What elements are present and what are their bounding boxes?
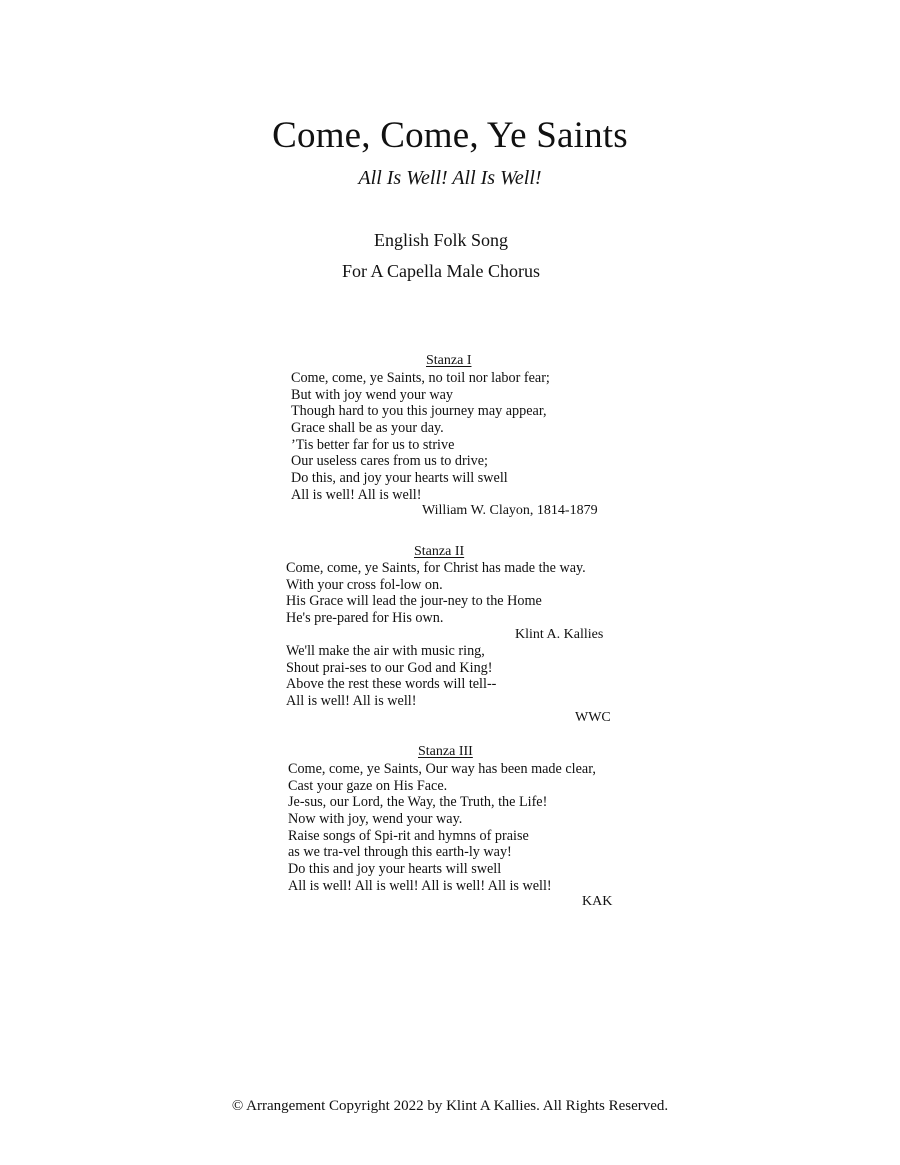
stanza-3-line: Raise songs of Spi-rit and hymns of praise xyxy=(288,827,529,844)
stanza-2-line: Come, come, ye Saints, for Christ has made the way. xyxy=(286,560,586,576)
stanza-3-attribution: KAK xyxy=(582,894,613,909)
stanza-2-line: We'll make the air with music ring, xyxy=(286,643,485,659)
stanza-2-line: All is well! All is well! xyxy=(286,693,417,710)
song-origin: English Folk Song xyxy=(373,230,509,250)
page-title: Come, Come, Ye Saints xyxy=(272,115,628,156)
stanza-1-line: Though hard to you this journey may appear, xyxy=(291,403,547,420)
stanza-1-line: Our useless cares from us to drive; xyxy=(291,453,488,470)
stanza-2-attribution-b: WWC xyxy=(575,710,611,725)
stanza-3-line: as we tra-vel through this earth-ly way! xyxy=(288,844,512,861)
page-subtitle: All Is Well! All Is Well! xyxy=(358,167,542,189)
stanza-1-lines xyxy=(291,370,550,504)
stanza-1-line: Come, come, ye Saints, no toil nor labor fear; xyxy=(291,370,550,386)
copyright-notice: © Arrangement Copyright 2022 by Klint A Kallies. All Rights Reserved. xyxy=(231,1098,669,1114)
stanza-1-line: Do this, and joy your hearts will swell xyxy=(291,470,508,487)
stanza-3-line: Cast your gaze on His Face. xyxy=(288,777,448,794)
stanza-3-heading: Stanza III xyxy=(418,744,473,759)
stanza-2-line: His Grace will lead the jour-ney to the Home xyxy=(286,593,542,610)
stanza-2-attribution-a: Klint A. Kallies xyxy=(515,627,604,642)
stanza-3-line: Je-sus, our Lord, the Way, the Truth, the Life! xyxy=(288,794,548,811)
stanza-2-line: Shout prai-ses to our God and King! xyxy=(286,659,493,676)
stanza-1-line: Grace shall be as your day. xyxy=(291,420,444,437)
stanza-2-line: With your cross fol-low on. xyxy=(286,576,443,593)
stanza-1-attribution: William W. Clayon, 1814-1879 xyxy=(422,503,598,518)
stanza-1-line: All is well! All is well! xyxy=(291,486,422,503)
stanza-3-line: All is well! All is well! All is well! All is well! xyxy=(288,877,552,894)
stanza-2-lines-a xyxy=(286,560,586,627)
stanza-3-line: Do this and joy your hearts will swell xyxy=(288,861,502,878)
stanza-3-lines xyxy=(288,761,596,895)
stanza-2-lines-b xyxy=(286,643,496,710)
stanza-3-line: Come, come, ye Saints, Our way has been made clear, xyxy=(288,761,596,777)
voicing-note: For A Capella Male Chorus xyxy=(342,261,540,281)
stanza-1-heading: Stanza I xyxy=(426,353,472,368)
stanza-1-line: ’Tis better far for us to strive xyxy=(291,436,455,453)
stanza-1-line: But with joy wend your way xyxy=(291,386,453,403)
stanza-2-line: He's pre-pared for His own. xyxy=(286,610,444,627)
stanza-2-line: Above the rest these words will tell-- xyxy=(286,676,497,693)
stanza-3-line: Now with joy, wend your way. xyxy=(288,811,463,828)
stanza-2-heading: Stanza II xyxy=(414,544,465,559)
